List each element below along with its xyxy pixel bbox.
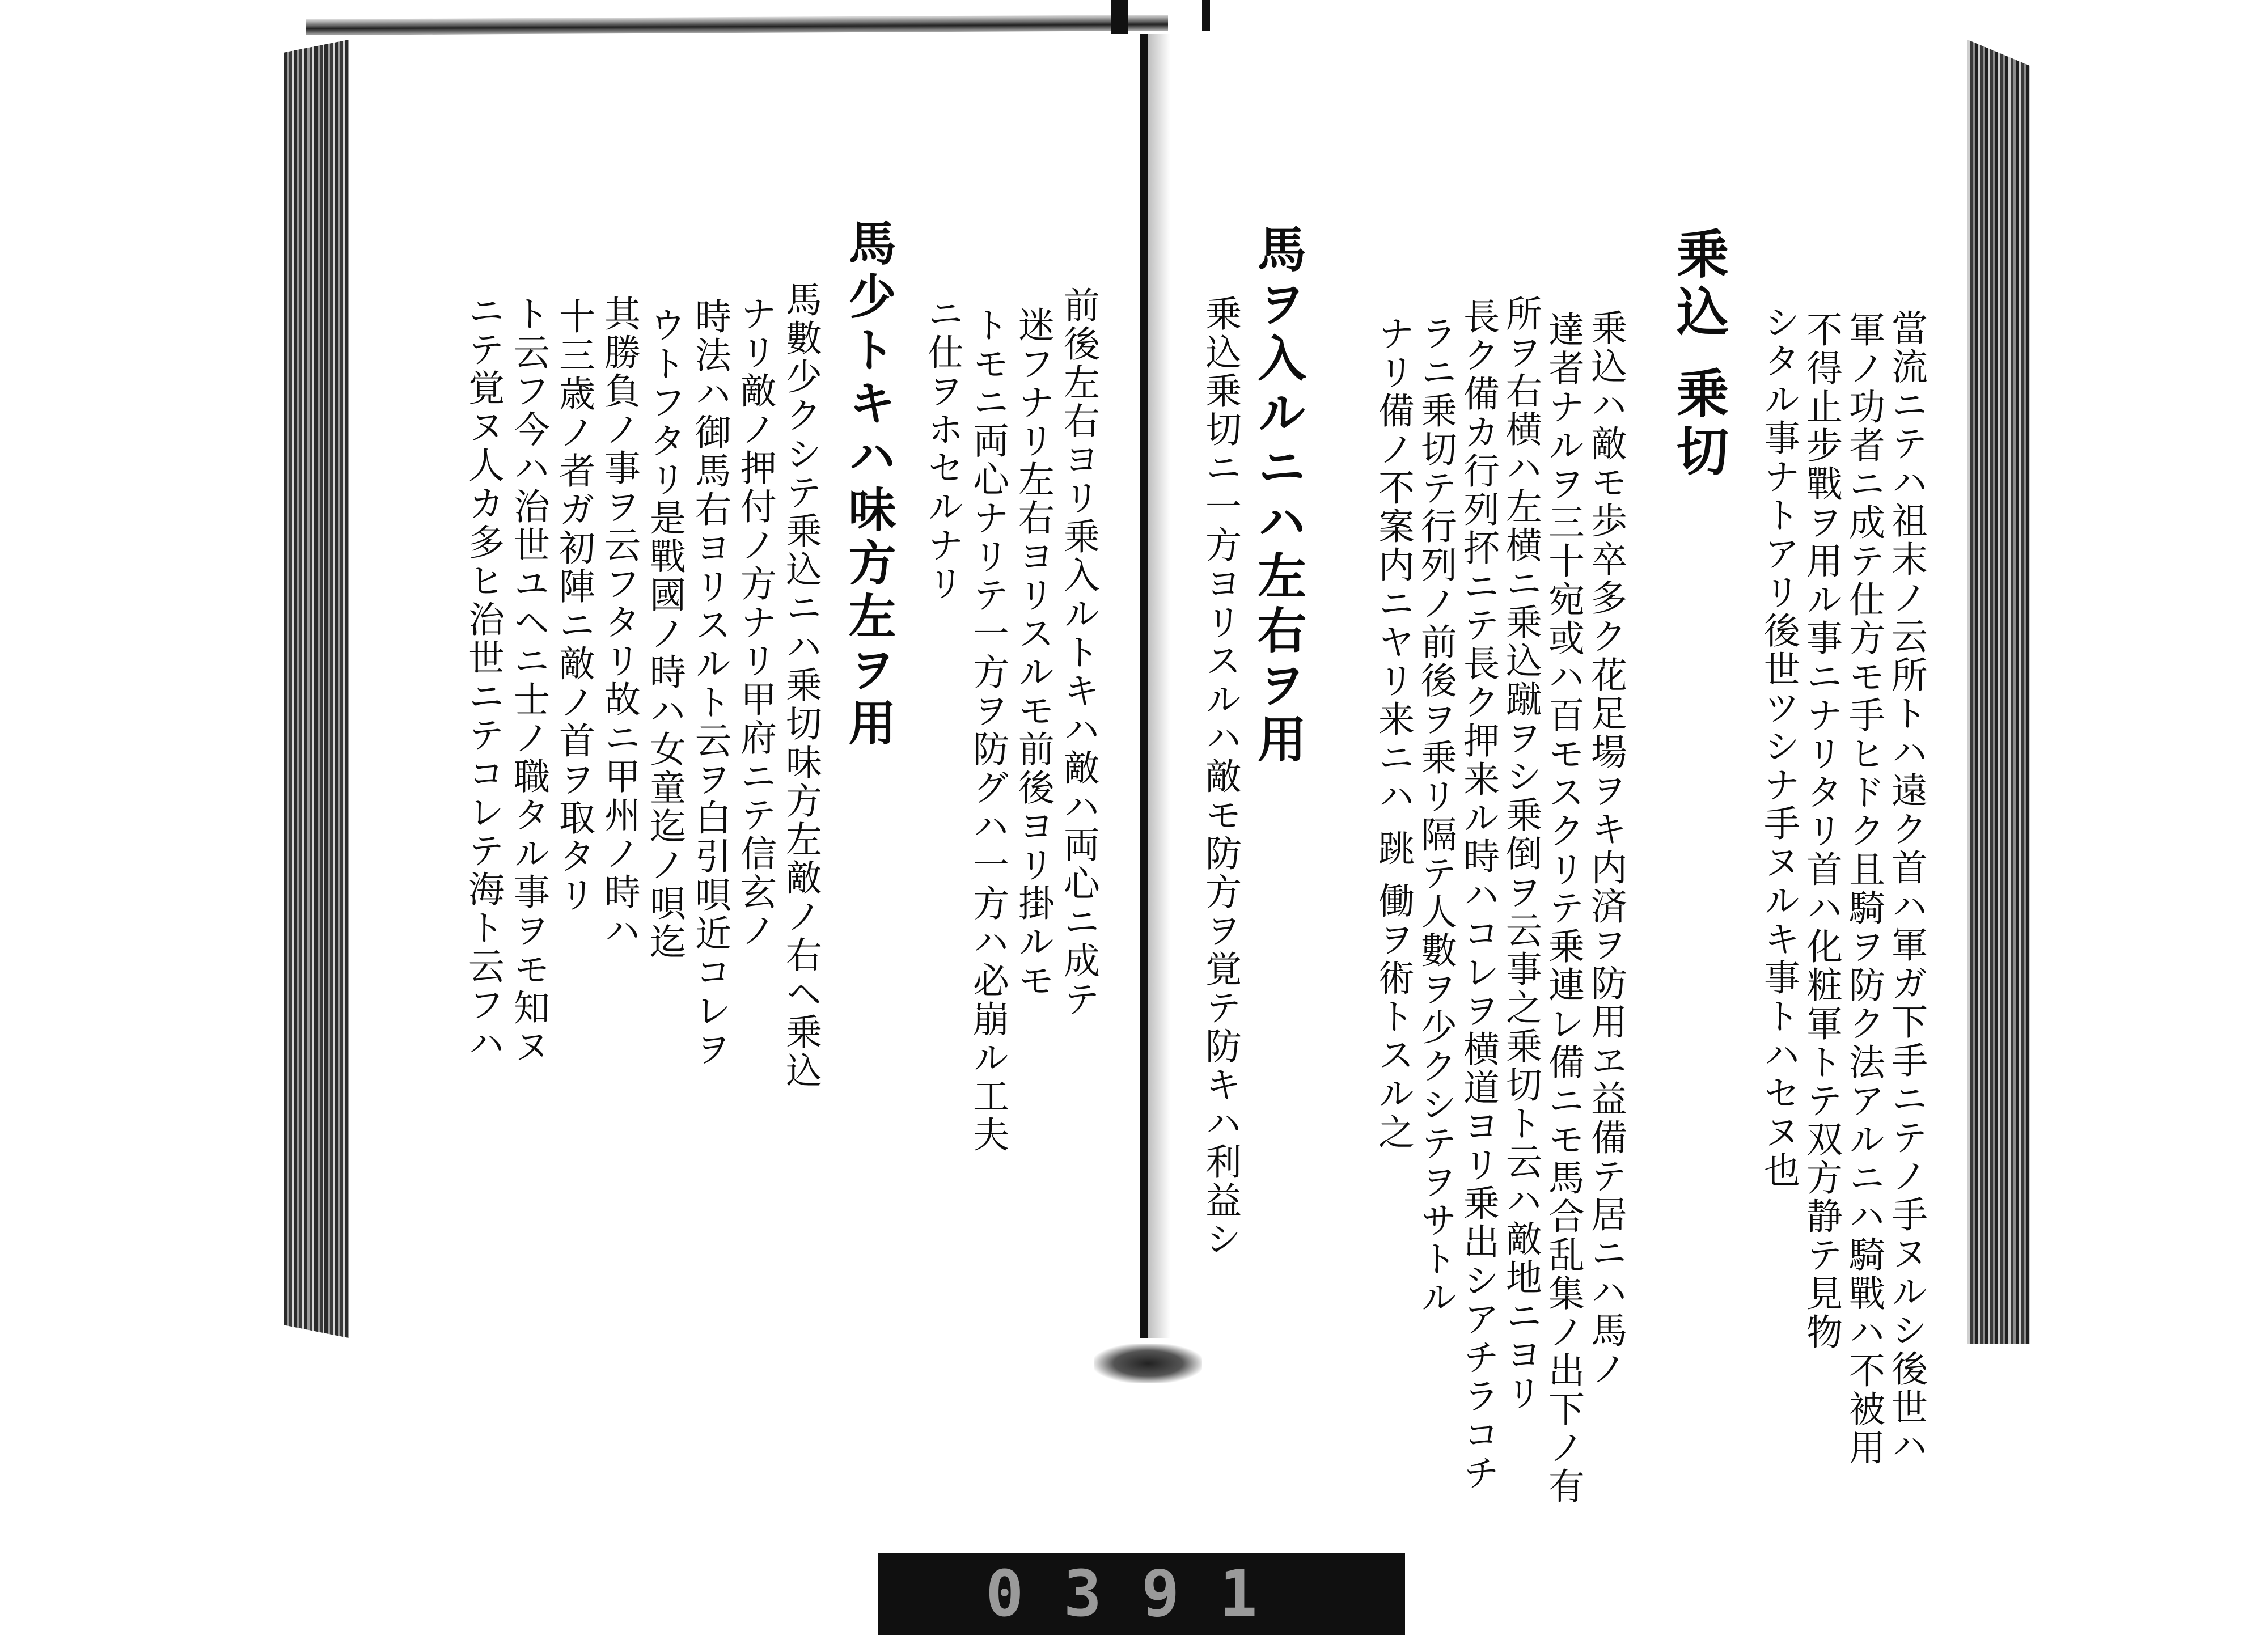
text-column: シタル事ナトアリ後世ツシナ手ヌルキ事トハセヌ也 <box>1758 303 1800 1190</box>
text-column: 所ヲ右横ハ左横ニ乗込蹴ヲシ乗倒ヲ云事之乗切ト云ハ敵地ニヨリ <box>1500 295 1542 1413</box>
text-column: ナリ備ノ不案内ニヤリ来ニハ 跳 働ヲ術トスル之 <box>1372 315 1414 1152</box>
text-column: 馬數少クシテ乗込ニハ乗切味方左敵ノ右ヘ乗込 <box>780 281 822 1090</box>
text-column: 乗込乗切ニ一方ヨリスルハ敵モ防方ヲ覚テ防キハ利益シ <box>1199 295 1241 1259</box>
text-column: 不得止步戰ヲ用ル事ニナリタリ首ハ化粧軍トテ双方静テ見物 <box>1800 311 1842 1352</box>
binding-clip <box>1111 0 1128 34</box>
book-top-edge <box>306 15 1168 35</box>
text-column: 達者ナルヲ三十宛或ハ百モスクリテ乗連レ備ニモ馬合乱集ノ出下ノ有 <box>1542 311 1584 1506</box>
reel-number: 0391 <box>985 1557 1297 1631</box>
section-heading: 馬少トキハ味方左ヲ用 <box>841 218 897 751</box>
text-column: 當流ニテハ祖末ノ云所トハ遠ク首ハ軍ガ下手ニテノ手ヌルシ後世ハ <box>1885 309 1927 1465</box>
text-column: ト云フ今ハ治世ユヘニ士ノ職タル事ヲモ知ヌ <box>507 295 549 1066</box>
text-column: トモニ両心ナリテ一方ヲ防グハ一方ハ必崩ル工夫 <box>967 306 1009 1154</box>
book-spine <box>1140 34 1148 1338</box>
text-column: 乗込ハ敵モ歩卒多ク花足場ヲキ内済ヲ防用ヱ益備テ居ニハ馬ノ <box>1585 309 1627 1388</box>
text-column: 軍ノ功者ニ成テ仕方モ手ヒドク且騎ヲ防ク法アルニハ騎戰ハ不被用 <box>1843 311 1885 1467</box>
text-column: 時法ハ御馬右ヨリスルト云ヲ白引唄近コレヲ <box>689 298 731 1069</box>
text-column: ナリ敵ノ押付ノ方ナリ甲府ニテ信玄ノ <box>734 295 776 950</box>
text-column: 迷フナリ左右ヨリスルモ前後ヨリ掛ルモ <box>1012 306 1054 1000</box>
text-column: ニテ覚ヌ人カ多ヒ治世ニテコレテ海ト云フハ <box>462 292 504 1063</box>
text-column: ニ仕ヲホセルナリ <box>921 295 963 603</box>
text-column: 長ク備カ行列抔ニテ長ク押来ル時ハコレヲ横道ヨリ乗出シアチラコチ <box>1457 298 1499 1493</box>
text-column: 前後左右ヨリ乗入ルトキハ敵ハ両心ニ成テ <box>1057 286 1099 1019</box>
section-heading: 乗込 乗切 <box>1668 227 1729 482</box>
left-page-edges <box>284 40 349 1338</box>
text-column: 十三歳ノ者ガ初陣ニ敵ノ首ヲ取タリ <box>553 298 595 914</box>
reel-number-plate <box>878 1553 1405 1635</box>
binding-clip <box>1202 0 1210 31</box>
binding-shadow <box>1094 1344 1202 1383</box>
text-column: ラニ乗切テ行列ノ前後ヲ乗リ隔テ人數ヲ少クシテヲサトル <box>1415 315 1457 1317</box>
text-column: 其勝負ノ事ヲ云フタリ故ニ甲州ノ時ハ <box>598 295 640 950</box>
right-page-edges <box>1967 40 2030 1344</box>
spine-shadow <box>1148 34 1170 1338</box>
text-column: ウトフタリ是戰國ノ時ハ女童迄ノ唄迄 <box>644 306 686 961</box>
section-heading: 馬ヲ入ルニハ左右ヲ用 <box>1249 224 1306 768</box>
